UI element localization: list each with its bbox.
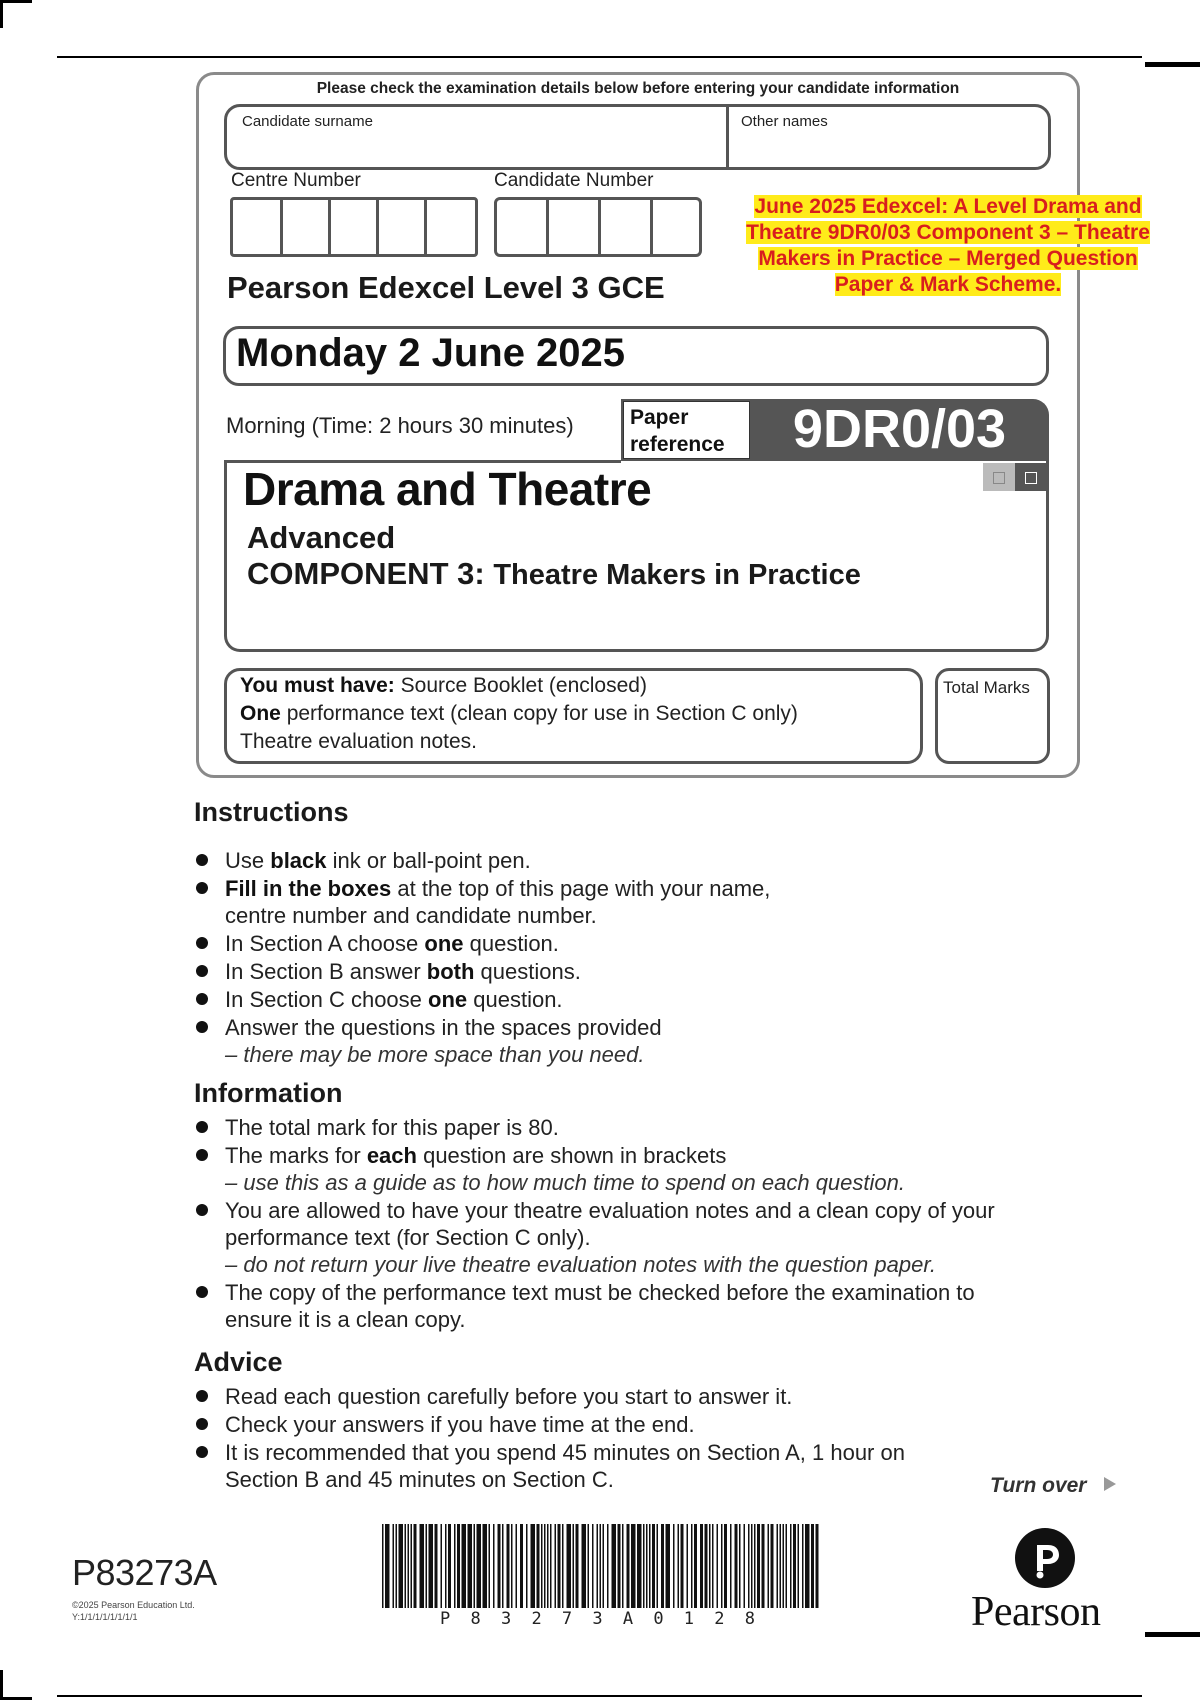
barcode-bar: [507, 1524, 510, 1608]
barcode-bar: [691, 1524, 693, 1608]
barcode-bar: [526, 1524, 528, 1608]
barcode-bar: [681, 1524, 684, 1608]
barcode-bar: [597, 1524, 599, 1608]
barcode-bar: [573, 1524, 575, 1608]
exam-date: Monday 2 June 2025: [236, 331, 626, 375]
barcode-bar: [547, 1524, 549, 1608]
barcode-bar: [757, 1524, 760, 1608]
barcode-bar: [751, 1524, 753, 1608]
barcode-bar: [408, 1524, 410, 1608]
barcode-bar: [730, 1524, 732, 1608]
other-names-field[interactable]: [732, 132, 1044, 166]
barcode-bar: [657, 1524, 659, 1608]
barcode-bar: [724, 1524, 727, 1608]
barcode-bar: [541, 1524, 543, 1608]
barcode-bar: [457, 1524, 460, 1608]
instruction-item: In Section A choose one question.: [194, 930, 994, 957]
crop-mark-bottom-right: [1145, 1632, 1200, 1637]
advice-heading: Advice: [194, 1347, 283, 1377]
information-item: The total mark for this paper is 80.: [194, 1114, 1054, 1141]
centre-digit-box[interactable]: [331, 200, 379, 254]
advice-item: Check your answers if you have time at the end.: [194, 1411, 1054, 1438]
information-item: The marks for each question are shown in brackets – use this as a guide as to how much time to spend on each question.: [194, 1142, 1054, 1196]
top-rule: [57, 56, 1142, 58]
barcode: [380, 1522, 820, 1610]
checkbox-square-icon-1: [993, 472, 1005, 484]
barcode-bar: [712, 1524, 714, 1608]
barcode-bar: [441, 1524, 443, 1608]
pearson-logo-icon: [1014, 1527, 1076, 1589]
must-have-label: You must have:: [240, 674, 395, 697]
barcode-bar: [562, 1524, 564, 1608]
must-have-line1: Source Booklet (enclosed): [400, 674, 647, 697]
barcode-bar: [687, 1524, 689, 1608]
centre-number-label: Centre Number: [231, 170, 361, 191]
barcode-bar: [483, 1524, 488, 1608]
barcode-bar: [673, 1524, 675, 1608]
barcode-bar: [622, 1524, 624, 1608]
publisher-wordmark: Pearson: [971, 1589, 1101, 1635]
candidate-digit-box[interactable]: [497, 200, 549, 254]
barcode-bar: [555, 1524, 557, 1608]
barcode-bar: [790, 1524, 792, 1608]
advice-item: Read each question carefully before you start to answer it.: [194, 1383, 1054, 1410]
candidate-digit-box[interactable]: [601, 200, 653, 254]
barcode-bar: [399, 1524, 404, 1608]
barcode-bar: [426, 1524, 428, 1608]
barcode-bar: [793, 1524, 796, 1608]
other-names-label: Other names: [741, 113, 828, 130]
barcode-bar: [637, 1524, 642, 1608]
candidate-surname-field[interactable]: [230, 132, 720, 166]
centre-digit-box[interactable]: [427, 200, 475, 254]
barcode-bar: [576, 1524, 579, 1608]
paper-label-line2: reference: [630, 433, 725, 456]
subject-level: Advanced: [247, 520, 396, 555]
barcode-bar: [798, 1524, 800, 1608]
barcode-bar: [643, 1524, 645, 1608]
centre-digit-box[interactable]: [379, 200, 427, 254]
instruction-item: Fill in the boxes at the top of this page with your name, centre number and candidate number.: [194, 875, 994, 929]
barcode-bar: [739, 1524, 741, 1608]
barcode-bar: [516, 1524, 518, 1608]
barcode-bar: [567, 1524, 572, 1608]
barcode-bar: [783, 1524, 785, 1608]
candidate-number-label: Candidate Number: [494, 170, 654, 191]
barcode-bar: [721, 1524, 723, 1608]
barcode-bar: [694, 1524, 697, 1608]
barcode-bar: [502, 1524, 504, 1608]
component-title-line: [247, 556, 861, 592]
instruction-item: Use black ink or ball-point pen.: [194, 847, 994, 874]
barcode-bar: [786, 1524, 788, 1608]
barcode-bar: [435, 1524, 438, 1608]
information-heading: Information: [194, 1078, 343, 1108]
candidate-number-boxes[interactable]: [494, 197, 702, 257]
component-prefix: COMPONENT 3:: [247, 556, 485, 591]
barcode-bar: [445, 1524, 447, 1608]
barcode-bar: [411, 1524, 413, 1608]
barcode-bar: [396, 1524, 398, 1608]
barcode-bar: [607, 1524, 609, 1608]
barcode-bar: [531, 1524, 536, 1608]
barcode-bar: [649, 1524, 651, 1608]
barcode-bar: [592, 1524, 594, 1608]
barcode-bar: [631, 1524, 636, 1608]
barcode-bar: [802, 1524, 804, 1608]
barcode-bar: [762, 1524, 765, 1608]
crop-mark-top-right: [1145, 62, 1200, 67]
barcode-bar: [700, 1524, 703, 1608]
barcode-bar: [393, 1524, 395, 1608]
barcode-bar: [511, 1524, 513, 1608]
barcode-bar: [477, 1524, 482, 1608]
barcode-bar: [709, 1524, 711, 1608]
barcode-bar: [385, 1524, 390, 1608]
barcode-bar: [454, 1524, 456, 1608]
barcode-bar: [462, 1524, 467, 1608]
barcode-bar: [666, 1524, 671, 1608]
barcode-bar: [627, 1524, 630, 1608]
centre-digit-box[interactable]: [233, 200, 283, 254]
crop-mark-bottom-left-v: [0, 1670, 3, 1700]
qualification-title: Pearson Edexcel Level 3 GCE: [227, 270, 665, 305]
barcode-bar: [816, 1524, 819, 1608]
barcode-bar: [588, 1524, 590, 1608]
paper-reference-code: 9DR0/03: [792, 399, 1007, 459]
checkbox-square-icon-2: [1025, 472, 1037, 484]
barcode-bar: [544, 1524, 546, 1608]
merged-paper-note: June 2025 Edexcel: A Level Drama and Theatre 9DR0/03 Component 3 – Theatre Makers in Practice – Merged Question Paper & Mark Scheme.: [746, 195, 1150, 296]
must-have-bold: One: [240, 702, 281, 725]
barcode-bar: [646, 1524, 648, 1608]
barcode-bar: [405, 1524, 407, 1608]
barcode-bar: [754, 1524, 756, 1608]
bottom-rule: [57, 1695, 1142, 1697]
barcode-bar: [735, 1524, 738, 1608]
crop-mark-top-left: [0, 0, 32, 3]
barcode-bar: [717, 1524, 719, 1608]
barcode-bar: [420, 1524, 425, 1608]
advice-list: [194, 1383, 1054, 1494]
paper-reference-label-box: [623, 401, 750, 459]
instruction-item: Answer the questions in the spaces provided – there may be more space than you need.: [194, 1014, 994, 1068]
must-have-line3: Theatre evaluation notes.: [240, 730, 477, 753]
candidate-digit-box[interactable]: [549, 200, 601, 254]
print-code: Y:1/1/1/1/1/1/1/1: [72, 1612, 138, 1622]
copyright: ©2025 Pearson Education Ltd.: [72, 1600, 195, 1610]
barcode-bar: [705, 1524, 708, 1608]
barcode-bar: [520, 1524, 523, 1608]
candidate-surname-label: Candidate surname: [242, 113, 373, 130]
subject-title: Drama and Theatre: [243, 463, 652, 515]
barcode-bar: [603, 1524, 605, 1608]
instructions-list: [194, 847, 994, 1069]
barcode-bar: [678, 1524, 680, 1608]
information-item: The copy of the performance text must be checked before the examination to ensure it is a clean copy.: [194, 1279, 1054, 1333]
information-item: You are allowed to have your theatre evaluation notes and a clean copy of your performance text (for Section C only). – do not return your live theatre evaluation notes with the question paper.: [194, 1197, 1054, 1278]
centre-number-boxes[interactable]: [230, 197, 478, 257]
barcode-bar: [748, 1524, 750, 1608]
session-time: Morning (Time: 2 hours 30 minutes): [226, 413, 574, 438]
candidate-digit-box[interactable]: [653, 200, 699, 254]
barcode-bar: [582, 1524, 587, 1608]
turn-over-label: Turn over: [990, 1474, 1087, 1497]
barcode-bar: [661, 1524, 664, 1608]
barcode-bar: [811, 1524, 814, 1608]
barcode-bar: [780, 1524, 782, 1608]
paper-code: P83273A: [72, 1552, 217, 1593]
barcode-bar: [550, 1524, 552, 1608]
turn-over: [990, 1474, 1116, 1498]
barcode-bar: [537, 1524, 540, 1608]
barcode-bar: [489, 1524, 491, 1608]
centre-digit-box[interactable]: [283, 200, 331, 254]
instruction-item: In Section B answer both questions.: [194, 958, 994, 985]
barcode-bar: [468, 1524, 473, 1608]
barcode-bar: [474, 1524, 476, 1608]
barcode-bar: [805, 1524, 810, 1608]
barcode-bar: [382, 1524, 384, 1608]
crop-mark-top-left-v: [0, 0, 3, 28]
advice-item: It is recommended that you spend 45 minutes on Section A, 1 hour on Section B and 45 minutes on Section C.: [194, 1439, 1054, 1493]
barcode-bar: [498, 1524, 501, 1608]
barcode-bar: [612, 1524, 617, 1608]
must-have-line2: performance text (clean copy for use in Section C only): [286, 702, 798, 725]
check-notice: Please check the examination details below before entering your candidate information: [316, 80, 960, 97]
barcode-bar: [448, 1524, 451, 1608]
must-have-text: [240, 672, 798, 756]
barcode-bar: [414, 1524, 417, 1608]
name-box-divider: [726, 106, 729, 168]
triangle-right-icon: [1104, 1477, 1116, 1491]
barcode-bar: [768, 1524, 770, 1608]
barcode-bar: [744, 1524, 746, 1608]
barcode-digits: P 8 3 2 7 3 A 0 1 2 8: [440, 1609, 760, 1629]
barcode-bar: [600, 1524, 602, 1608]
instructions-heading: Instructions: [194, 797, 349, 827]
barcode-bar: [429, 1524, 434, 1608]
barcode-bar: [771, 1524, 774, 1608]
paper-label-line1: Paper: [630, 406, 689, 429]
barcode-bar: [618, 1524, 621, 1608]
barcode-bar: [493, 1524, 495, 1608]
component-title: Theatre Makers in Practice: [493, 559, 861, 591]
information-list: [194, 1114, 1054, 1334]
total-marks-label: Total Marks: [943, 678, 1030, 697]
barcode-bar: [777, 1524, 779, 1608]
barcode-bar: [558, 1524, 561, 1608]
barcode-bar: [652, 1524, 655, 1608]
instruction-item: In Section C choose one question.: [194, 986, 994, 1013]
